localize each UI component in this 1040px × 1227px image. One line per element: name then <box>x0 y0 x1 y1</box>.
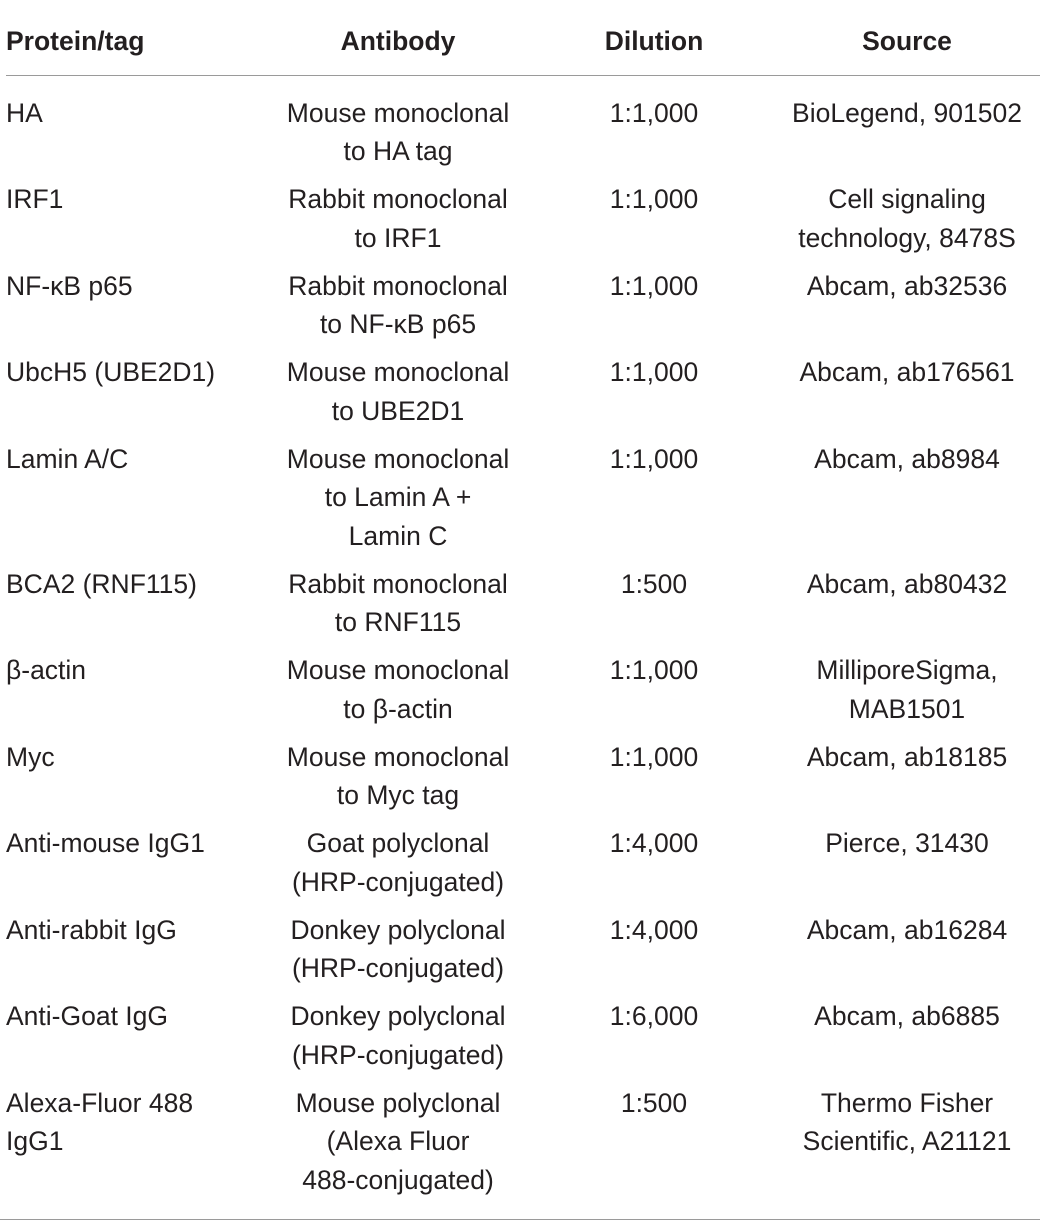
cell-source: Pierce, 31430 <box>825 828 989 858</box>
cell-dilution: 1:1,000 <box>609 97 699 128</box>
table-row <box>6 440 1040 565</box>
cell-dilution: 1:1,000 <box>609 184 699 214</box>
table-row <box>6 1084 1040 1220</box>
cell-protein: UbcH5 (UBE2D1) <box>6 357 216 387</box>
table-row <box>6 75 1040 180</box>
cell-dilution: 1:1,000 <box>609 741 699 772</box>
cell-dilution: 1:4,000 <box>609 828 699 858</box>
cell-protein: Myc <box>6 741 55 772</box>
cell-antibody: Rabbit monoclonal to NF-κB p65 <box>288 270 508 339</box>
cell-dilution: 1:1,000 <box>609 655 699 685</box>
cell-dilution: 1:1,000 <box>609 357 699 387</box>
cell-protein: IRF1 <box>6 184 64 214</box>
cell-protein: β-actin <box>6 655 87 685</box>
cell-antibody: Mouse polyclonal (Alexa Fluor 488-conjugated) <box>295 1087 501 1195</box>
cell-source: Abcam, ab32536 <box>806 270 1008 301</box>
cell-antibody: Donkey polyclonal (HRP-conjugated) <box>290 1001 506 1070</box>
cell-source: Abcam, ab176561 <box>799 357 1015 387</box>
cell-dilution: 1:4,000 <box>609 914 699 945</box>
cell-protein: Anti-rabbit IgG <box>6 914 177 945</box>
cell-protein: BCA2 (RNF115) <box>6 568 197 599</box>
cell-source: Cell signaling technology, 8478S <box>798 184 1016 253</box>
cell-dilution: 1:6,000 <box>609 1001 699 1031</box>
table-row <box>6 651 1040 738</box>
table-row <box>6 738 1040 825</box>
cell-protein: Anti-Goat IgG <box>6 1001 169 1031</box>
header-row <box>6 0 1040 75</box>
cell-protein: HA <box>6 97 43 128</box>
cell-source: Abcam, ab80432 <box>806 568 1008 599</box>
cell-protein: NF-κB p65 <box>6 270 133 301</box>
cell-antibody: Rabbit monoclonal to IRF1 <box>288 184 508 253</box>
cell-dilution: 1:500 <box>620 568 688 599</box>
cell-antibody: Goat polyclonal (HRP-conjugated) <box>291 828 505 897</box>
table-row <box>6 911 1040 998</box>
header-antibody: Antibody <box>262 0 534 75</box>
header-dilution: Dilution <box>534 0 774 75</box>
cell-dilution: 1:500 <box>620 1087 688 1118</box>
table-row <box>6 267 1040 354</box>
cell-source: Abcam, ab18185 <box>806 741 1008 772</box>
header-source: Source <box>774 0 1040 75</box>
cell-dilution: 1:1,000 <box>609 270 699 301</box>
cell-source: BioLegend, 901502 <box>792 97 1022 128</box>
cell-dilution: 1:1,000 <box>609 443 699 474</box>
cell-antibody: Mouse monoclonal to Myc tag <box>286 741 510 810</box>
table-row <box>6 997 1040 1084</box>
cell-antibody: Mouse monoclonal to β-actin <box>286 655 510 724</box>
cell-source: Abcam, ab6885 <box>814 1001 1000 1031</box>
cell-source: Thermo Fisher Scientific, A21121 <box>802 1087 1012 1156</box>
cell-source: Abcam, ab8984 <box>814 443 1000 474</box>
header-protein-tag: Protein/tag <box>6 0 262 75</box>
cell-source: Abcam, ab16284 <box>806 914 1008 945</box>
cell-protein: Lamin A/C <box>6 443 129 474</box>
cell-protein: Alexa-Fluor 488 IgG1 <box>6 1087 194 1156</box>
cell-antibody: Mouse monoclonal to HA tag <box>286 97 510 166</box>
cell-antibody: Donkey polyclonal (HRP-conjugated) <box>290 914 506 983</box>
table-body <box>6 75 1040 1219</box>
table-row <box>6 824 1040 911</box>
table-bottom-rule <box>0 1219 1040 1220</box>
cell-protein: Anti-mouse IgG1 <box>6 828 205 858</box>
table-row <box>6 353 1040 440</box>
cell-source: MilliporeSigma, MAB1501 <box>816 655 998 724</box>
antibody-table <box>6 0 1040 1219</box>
table-row <box>6 180 1040 267</box>
table-row <box>6 565 1040 652</box>
cell-antibody: Mouse monoclonal to UBE2D1 <box>286 357 510 426</box>
table-header <box>6 0 1040 75</box>
cell-antibody: Rabbit monoclonal to RNF115 <box>288 568 508 637</box>
cell-antibody: Mouse monoclonal to Lamin A + Lamin C <box>286 443 510 551</box>
